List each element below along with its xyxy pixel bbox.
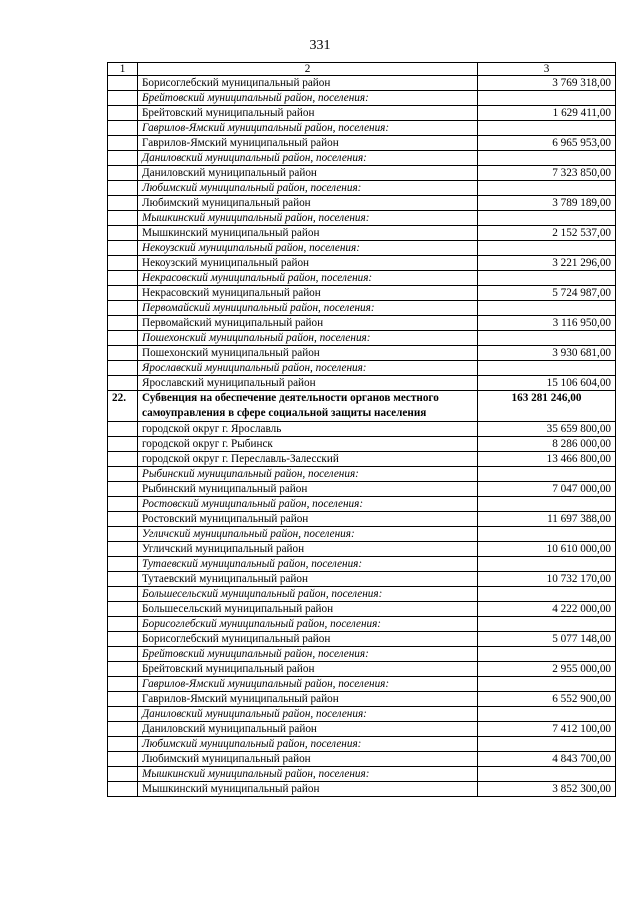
amount-cell: 3 769 318,00 bbox=[478, 76, 616, 91]
section-number: 22. bbox=[108, 391, 138, 422]
row-number-cell bbox=[108, 271, 138, 286]
row-number-cell bbox=[108, 241, 138, 256]
district-subheading: Некоузский муниципальный район, поселения: bbox=[138, 241, 478, 256]
row-number-cell bbox=[108, 647, 138, 662]
amount-cell bbox=[478, 617, 616, 632]
district-name: Мышкинский муниципальный район bbox=[138, 226, 478, 241]
amount-cell: 3 852 300,00 bbox=[478, 782, 616, 797]
row-number-cell bbox=[108, 527, 138, 542]
table-row bbox=[108, 422, 616, 437]
amount-cell bbox=[478, 331, 616, 346]
subheading-row bbox=[108, 271, 616, 286]
district-subheading: Рыбинский муниципальный район, поселения: bbox=[138, 467, 478, 482]
row-number-cell bbox=[108, 91, 138, 106]
subheading-row bbox=[108, 121, 616, 136]
district-name: Любимский муниципальный район bbox=[138, 196, 478, 211]
row-number-cell bbox=[108, 376, 138, 391]
row-number-cell bbox=[108, 512, 138, 527]
table-header-row bbox=[108, 63, 616, 76]
district-subheading: Даниловский муниципальный район, поселения: bbox=[138, 707, 478, 722]
amount-cell: 13 466 800,00 bbox=[478, 452, 616, 467]
row-number-cell bbox=[108, 782, 138, 797]
district-name: Рыбинский муниципальный район bbox=[138, 482, 478, 497]
district-name: Некоузский муниципальный район bbox=[138, 256, 478, 271]
row-number-cell bbox=[108, 76, 138, 91]
row-number-cell bbox=[108, 136, 138, 151]
amount-cell bbox=[478, 737, 616, 752]
amount-cell: 7 412 100,00 bbox=[478, 722, 616, 737]
district-subheading: Брейтовский муниципальный район, поселения: bbox=[138, 91, 478, 106]
district-name: Ярославский муниципальный район bbox=[138, 376, 478, 391]
row-number-cell bbox=[108, 617, 138, 632]
row-number-cell bbox=[108, 632, 138, 647]
amount-cell: 35 659 800,00 bbox=[478, 422, 616, 437]
district-subheading: Тутаевский муниципальный район, поселения: bbox=[138, 557, 478, 572]
amount-cell: 4 222 000,00 bbox=[478, 602, 616, 617]
amount-cell bbox=[478, 467, 616, 482]
table-row bbox=[108, 316, 616, 331]
amount-cell bbox=[478, 121, 616, 136]
section-row bbox=[108, 391, 616, 422]
district-name: Брейтовский муниципальный район bbox=[138, 662, 478, 677]
district-name: Большесельский муниципальный район bbox=[138, 602, 478, 617]
table-row bbox=[108, 692, 616, 707]
district-subheading: Любимский муниципальный район, поселения: bbox=[138, 737, 478, 752]
table-row bbox=[108, 106, 616, 121]
amount-cell: 7 323 850,00 bbox=[478, 166, 616, 181]
amount-cell: 5 724 987,00 bbox=[478, 286, 616, 301]
row-number-cell bbox=[108, 301, 138, 316]
district-subheading: Борисоглебский муниципальный район, поселения: bbox=[138, 617, 478, 632]
amount-cell: 1 629 411,00 bbox=[478, 106, 616, 121]
subheading-row bbox=[108, 241, 616, 256]
subheading-row bbox=[108, 557, 616, 572]
row-number-cell bbox=[108, 497, 138, 512]
amount-cell: 7 047 000,00 bbox=[478, 482, 616, 497]
amount-cell: 10 732 170,00 bbox=[478, 572, 616, 587]
row-number-cell bbox=[108, 467, 138, 482]
amount-cell: 8 286 000,00 bbox=[478, 437, 616, 452]
amount-cell: 6 552 900,00 bbox=[478, 692, 616, 707]
table-row bbox=[108, 482, 616, 497]
amount-cell: 3 221 296,00 bbox=[478, 256, 616, 271]
district-subheading: Брейтовский муниципальный район, поселения: bbox=[138, 647, 478, 662]
table-row bbox=[108, 166, 616, 181]
row-number-cell bbox=[108, 602, 138, 617]
subheading-row bbox=[108, 151, 616, 166]
amount-cell bbox=[478, 587, 616, 602]
amount-cell: 3 116 950,00 bbox=[478, 316, 616, 331]
district-name: Даниловский муниципальный район bbox=[138, 166, 478, 181]
district-subheading: Мышкинский муниципальный район, поселения: bbox=[138, 211, 478, 226]
district-name: Гаврилов-Ямский муниципальный район bbox=[138, 136, 478, 151]
amount-cell bbox=[478, 241, 616, 256]
table-row bbox=[108, 752, 616, 767]
row-number-cell bbox=[108, 106, 138, 121]
table-row bbox=[108, 602, 616, 617]
amount-cell bbox=[478, 647, 616, 662]
district-name: Гаврилов-Ямский муниципальный район bbox=[138, 692, 478, 707]
row-number-cell bbox=[108, 767, 138, 782]
amount-cell bbox=[478, 557, 616, 572]
subheading-row bbox=[108, 737, 616, 752]
amount-cell bbox=[478, 361, 616, 376]
row-number-cell bbox=[108, 151, 138, 166]
row-number-cell bbox=[108, 346, 138, 361]
amount-cell bbox=[478, 271, 616, 286]
district-subheading: Большесельский муниципальный район, поселения: bbox=[138, 587, 478, 602]
table-row bbox=[108, 226, 616, 241]
district-subheading: Угличский муниципальный район, поселения: bbox=[138, 527, 478, 542]
header-col-3: 3 bbox=[478, 63, 616, 76]
row-number-cell bbox=[108, 331, 138, 346]
amount-cell: 6 965 953,00 bbox=[478, 136, 616, 151]
row-number-cell bbox=[108, 316, 138, 331]
row-number-cell bbox=[108, 542, 138, 557]
amount-cell bbox=[478, 497, 616, 512]
subheading-row bbox=[108, 331, 616, 346]
amount-cell bbox=[478, 211, 616, 226]
district-name: городской округ г. Ярославль bbox=[138, 422, 478, 437]
district-name: Мышкинский муниципальный район bbox=[138, 782, 478, 797]
subheading-row bbox=[108, 587, 616, 602]
subheading-row bbox=[108, 211, 616, 226]
district-subheading: Ярославский муниципальный район, поселения: bbox=[138, 361, 478, 376]
district-name: городской округ г. Рыбинск bbox=[138, 437, 478, 452]
district-name: Первомайский муниципальный район bbox=[138, 316, 478, 331]
amount-cell: 2 955 000,00 bbox=[478, 662, 616, 677]
district-subheading: Первомайский муниципальный район, поселения: bbox=[138, 301, 478, 316]
table-row bbox=[108, 76, 616, 91]
district-name: Угличский муниципальный район bbox=[138, 542, 478, 557]
subheading-row bbox=[108, 767, 616, 782]
table-row bbox=[108, 662, 616, 677]
amount-cell: 3 930 681,00 bbox=[478, 346, 616, 361]
district-subheading: Некрасовский муниципальный район, поселения: bbox=[138, 271, 478, 286]
district-subheading: Пошехонский муниципальный район, поселения: bbox=[138, 331, 478, 346]
amount-cell: 5 077 148,00 bbox=[478, 632, 616, 647]
table-row bbox=[108, 632, 616, 647]
row-number-cell bbox=[108, 587, 138, 602]
district-subheading: Любимский муниципальный район, поселения: bbox=[138, 181, 478, 196]
amount-cell: 4 843 700,00 bbox=[478, 752, 616, 767]
row-number-cell bbox=[108, 211, 138, 226]
district-subheading: Ростовский муниципальный район, поселения: bbox=[138, 497, 478, 512]
table-row bbox=[108, 782, 616, 797]
row-number-cell bbox=[108, 181, 138, 196]
district-name: Борисоглебский муниципальный район bbox=[138, 76, 478, 91]
amount-cell: 15 106 604,00 bbox=[478, 376, 616, 391]
row-number-cell bbox=[108, 752, 138, 767]
table-row bbox=[108, 346, 616, 361]
amount-cell: 11 697 388,00 bbox=[478, 512, 616, 527]
district-name: Даниловский муниципальный район bbox=[138, 722, 478, 737]
amount-cell bbox=[478, 527, 616, 542]
district-subheading: Мышкинский муниципальный район, поселения: bbox=[138, 767, 478, 782]
amount-cell bbox=[478, 301, 616, 316]
table-row bbox=[108, 512, 616, 527]
row-number-cell bbox=[108, 256, 138, 271]
row-number-cell bbox=[108, 361, 138, 376]
subheading-row bbox=[108, 497, 616, 512]
district-name: Пошехонский муниципальный район bbox=[138, 346, 478, 361]
subheading-row bbox=[108, 361, 616, 376]
subheading-row bbox=[108, 301, 616, 316]
row-number-cell bbox=[108, 707, 138, 722]
page-number: 331 bbox=[309, 38, 331, 53]
subheading-row bbox=[108, 707, 616, 722]
subheading-row bbox=[108, 181, 616, 196]
table-row bbox=[108, 437, 616, 452]
row-number-cell bbox=[108, 692, 138, 707]
section-title: Субвенция на обеспечение деятельности органов местного самоуправления в сфере социальной защиты населения bbox=[138, 391, 478, 422]
table-row bbox=[108, 452, 616, 467]
district-name: городской округ г. Переславль-Залесский bbox=[138, 452, 478, 467]
table-row bbox=[108, 196, 616, 211]
row-number-cell bbox=[108, 452, 138, 467]
district-subheading: Гаврилов-Ямский муниципальный район, поселения: bbox=[138, 121, 478, 136]
table-row bbox=[108, 286, 616, 301]
table-row bbox=[108, 572, 616, 587]
district-name: Некрасовский муниципальный район bbox=[138, 286, 478, 301]
amount-cell bbox=[478, 707, 616, 722]
subheading-row bbox=[108, 91, 616, 106]
amount-cell: 10 610 000,00 bbox=[478, 542, 616, 557]
row-number-cell bbox=[108, 166, 138, 181]
table-row bbox=[108, 256, 616, 271]
row-number-cell bbox=[108, 677, 138, 692]
table-row bbox=[108, 542, 616, 557]
row-number-cell bbox=[108, 737, 138, 752]
row-number-cell bbox=[108, 422, 138, 437]
table-row bbox=[108, 722, 616, 737]
table-row bbox=[108, 136, 616, 151]
table-row bbox=[108, 376, 616, 391]
district-subheading: Даниловский муниципальный район, поселения: bbox=[138, 151, 478, 166]
amount-cell bbox=[478, 91, 616, 106]
amount-cell bbox=[478, 677, 616, 692]
section-total: 163 281 246,00 bbox=[478, 391, 616, 422]
row-number-cell bbox=[108, 572, 138, 587]
amount-cell bbox=[478, 181, 616, 196]
row-number-cell bbox=[108, 662, 138, 677]
district-name: Брейтовский муниципальный район bbox=[138, 106, 478, 121]
row-number-cell bbox=[108, 722, 138, 737]
district-name: Любимский муниципальный район bbox=[138, 752, 478, 767]
row-number-cell bbox=[108, 557, 138, 572]
amount-cell: 2 152 537,00 bbox=[478, 226, 616, 241]
amount-cell: 3 789 189,00 bbox=[478, 196, 616, 211]
row-number-cell bbox=[108, 482, 138, 497]
row-number-cell bbox=[108, 286, 138, 301]
subheading-row bbox=[108, 467, 616, 482]
table-body bbox=[108, 63, 616, 797]
subvention-table bbox=[107, 62, 616, 797]
subheading-row bbox=[108, 617, 616, 632]
row-number-cell bbox=[108, 196, 138, 211]
district-name: Тутаевский муниципальный район bbox=[138, 572, 478, 587]
subheading-row bbox=[108, 647, 616, 662]
amount-cell bbox=[478, 767, 616, 782]
district-subheading: Гаврилов-Ямский муниципальный район, поселения: bbox=[138, 677, 478, 692]
subheading-row bbox=[108, 677, 616, 692]
amount-cell bbox=[478, 151, 616, 166]
row-number-cell bbox=[108, 437, 138, 452]
district-name: Борисоглебский муниципальный район bbox=[138, 632, 478, 647]
row-number-cell bbox=[108, 226, 138, 241]
district-name: Ростовский муниципальный район bbox=[138, 512, 478, 527]
row-number-cell bbox=[108, 121, 138, 136]
header-col-1: 1 bbox=[108, 63, 138, 76]
subheading-row bbox=[108, 527, 616, 542]
header-col-2: 2 bbox=[138, 63, 478, 76]
